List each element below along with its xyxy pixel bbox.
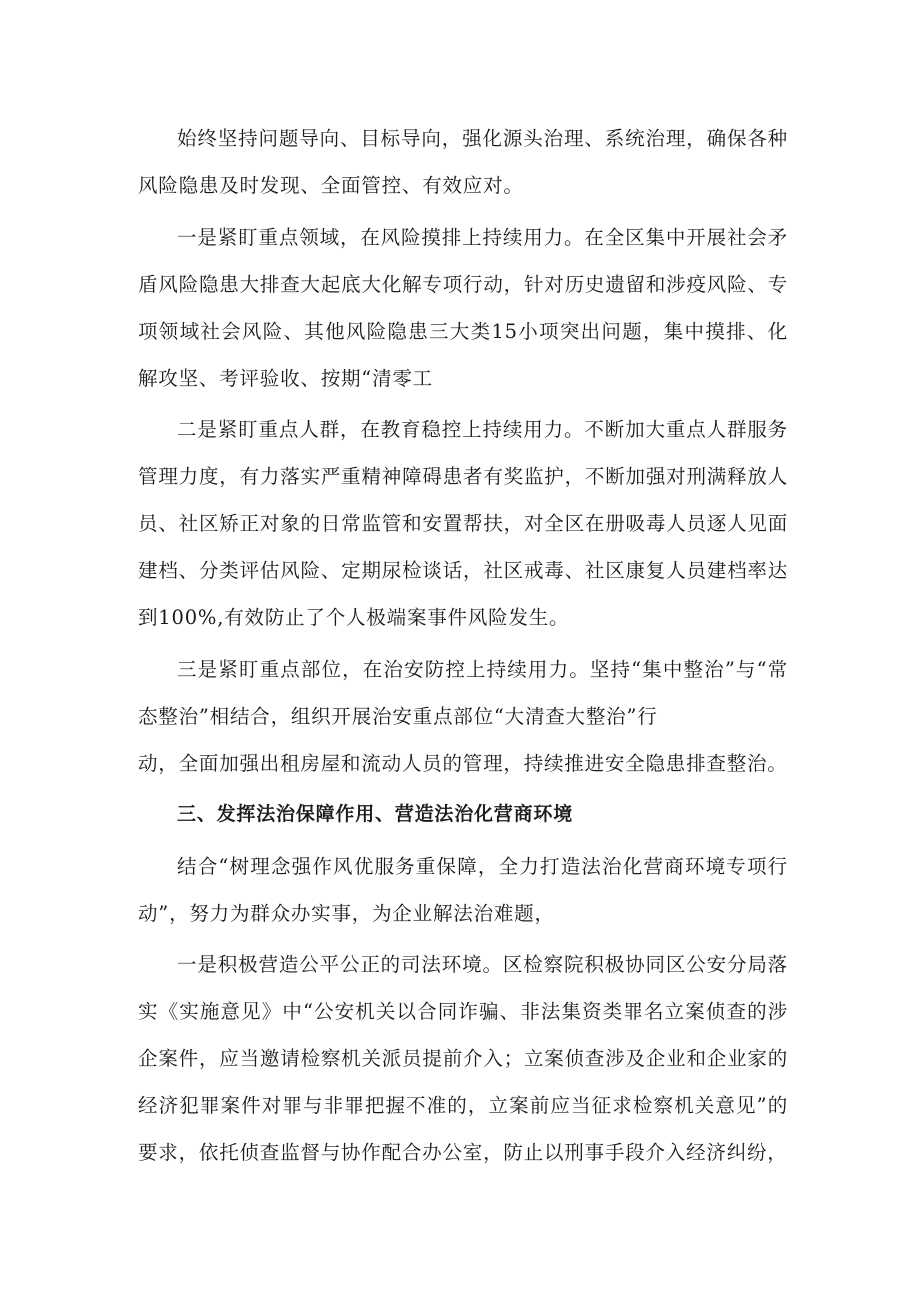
paragraph-key-areas: 一是紧盯重点领域，在风险摸排上持续用力。在全区集中开展社会矛盾风险隐患大排查大起底大化解专项行动，针对历史遗留和涉疫风险、专项领域社会风险、其他风险隐患三大类15小项突出问题，集中摸排、化解攻坚、考评验收、按期“清零工 [138, 225, 788, 390]
paragraph-business-environment: 结合“树理念强作风优服务重保障，全力打造法治化营商环境专项行动”，努力为群众办实事，为企业解法治难题， [138, 854, 788, 925]
paragraph-key-sites-continuation: 动，全面加强出租房屋和流动人员的管理，持续推进安全隐患排查整治。 [138, 751, 788, 775]
paragraph-judicial-environment: 一是积极营造公平公正的司法环境。区检察院积极协同区公安分局落实《实施意见》中“公安机关以合同诈骗、非法集资类罪名立案侦查的涉企案件，应当邀请检察机关派员提前介入；立案侦查涉及企业和企业家的经济犯罪案件对罪与非罪把握不准的，立案前应当征求检察机关意见”的要求，依托侦查监督与协作配合办公室，防止以刑事手段介入经济纠纷， [138, 953, 788, 1164]
paragraph-risk-overview: 始终坚持问题导向、目标导向，强化源头治理、系统治理，确保各种风险隐患及时发现、全面管控、有效应对。 [138, 127, 788, 197]
paragraph-key-groups: 二是紧盯重点人群，在教育稳控上持续用力。不断加大重点人群服务管理力度，有力落实严重精神障碍患者有奖监护，不断加强对刑满释放人员、社区矫正对象的日常监管和安置帮扶，对全区在册吸毒人员逐人见面建档、分类评估风险、定期尿检谈话，社区戒毒、社区康复人员建档率达到100%,有效防止了个人极端案事件风险发生。 [138, 418, 788, 629]
paragraph-key-sites: 三是紧盯重点部位，在治安防控上持续用力。坚持“集中整治”与“常态整治”相结合，组织开展治安重点部位“大清查大整治”行 [138, 657, 788, 728]
section-heading-rule-of-law: 三、发挥法治保障作用、营造法治化营商环境 [177, 803, 574, 825]
document-body [138, 115, 788, 1181]
